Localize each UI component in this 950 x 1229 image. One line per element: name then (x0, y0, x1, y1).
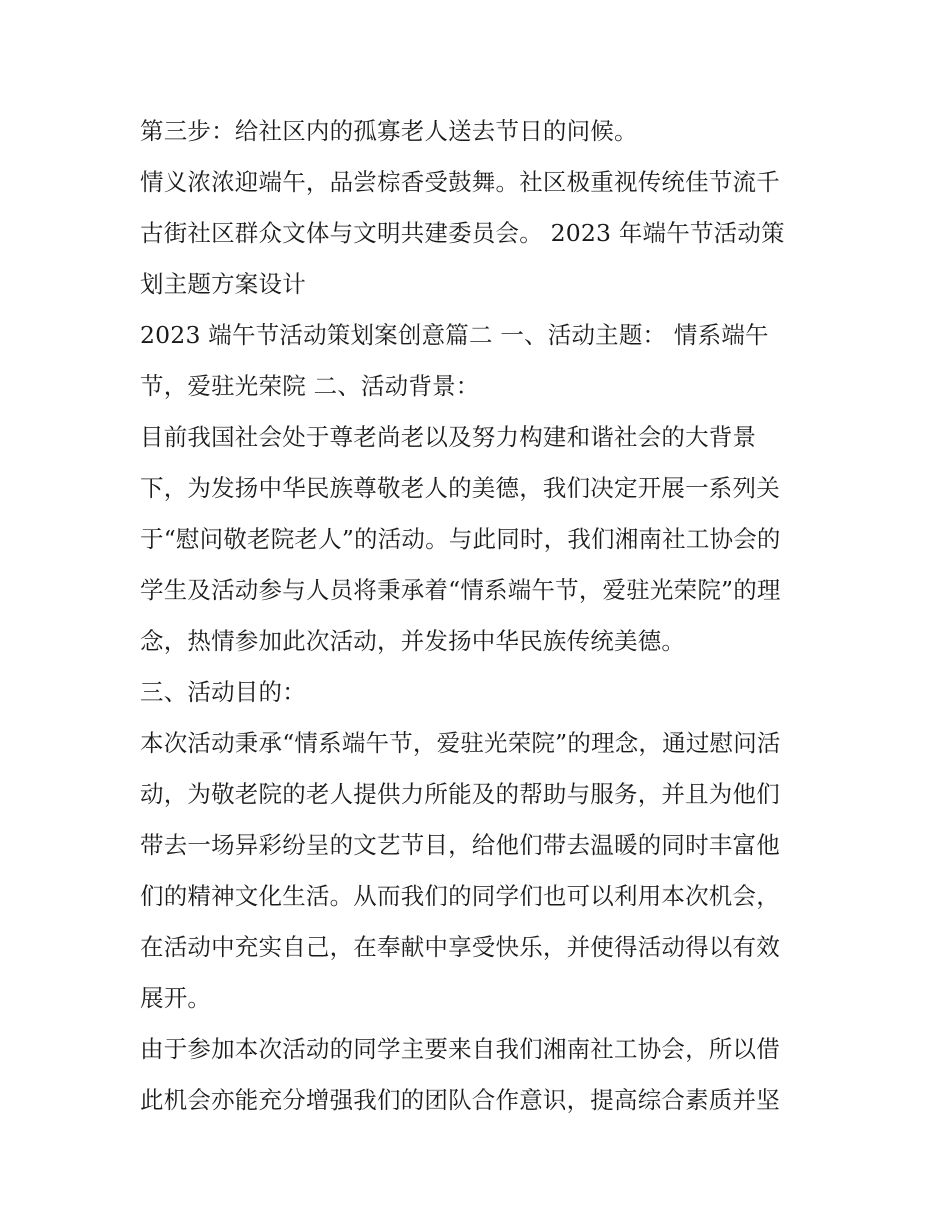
text-line: 动，为敬老院的老人提供力所能及的帮助与服务，并且为他们 (140, 780, 780, 808)
text-line: 本次活动秉承“情系端午节，爱驻光荣院”的理念，通过慰问活 (140, 729, 781, 757)
text-line: 目前我国社会处于尊老尚老以及努力构建和谐社会的大背景 (140, 423, 757, 451)
text-line: 由于参加本次活动的同学主要来自我们湘南社工协会，所以借 (140, 1035, 780, 1063)
text-line: 情义浓浓迎端午，品尝棕香受鼓舞。社区极重视传统佳节流千 (140, 168, 780, 196)
text-line: 于“慰问敬老院老人”的活动。与此同时，我们湘南社工协会的 (140, 525, 781, 553)
text-line: 在活动中充实自己，在奉献中享受快乐，并使得活动得以有效 (140, 933, 780, 961)
text-line: 下，为发扬中华民族尊敬老人的美德，我们决定开展一系列关 (140, 474, 780, 502)
text-line: 节，爱驻光荣院 二、活动背景： (140, 372, 480, 400)
section-heading: 三、活动目的： (140, 678, 306, 706)
text-line: 划主题方案设计 (140, 270, 306, 298)
text-line: 第三步：给社区内的孤寡老人送去节日的问候。 (140, 117, 638, 145)
text-line: 2023 端午节活动策划案创意篇二 一、活动主题： 情系端午 (140, 321, 769, 349)
text-line: 念，热情参加此次活动，并发扬中华民族传统美德。 (140, 627, 686, 655)
text-line: 学生及活动参与人员将秉承着“情系端午节，爱驻光荣院”的理 (140, 576, 781, 604)
text-line: 古街社区群众文体与文明共建委员会。 2023 年端午节活动策 (140, 219, 785, 247)
text-line: 展开。 (140, 984, 212, 1012)
text-line: 带去一场异彩纷呈的文艺节目，给他们带去温暖的同时丰富他 (140, 831, 780, 859)
text-line: 此机会亦能充分增强我们的团队合作意识，提高综合素质并坚 (140, 1086, 780, 1114)
document-body (140, 106, 820, 1126)
text-line: 们的精神文化生活。从而我们的同学们也可以利用本次机会， (140, 882, 780, 910)
